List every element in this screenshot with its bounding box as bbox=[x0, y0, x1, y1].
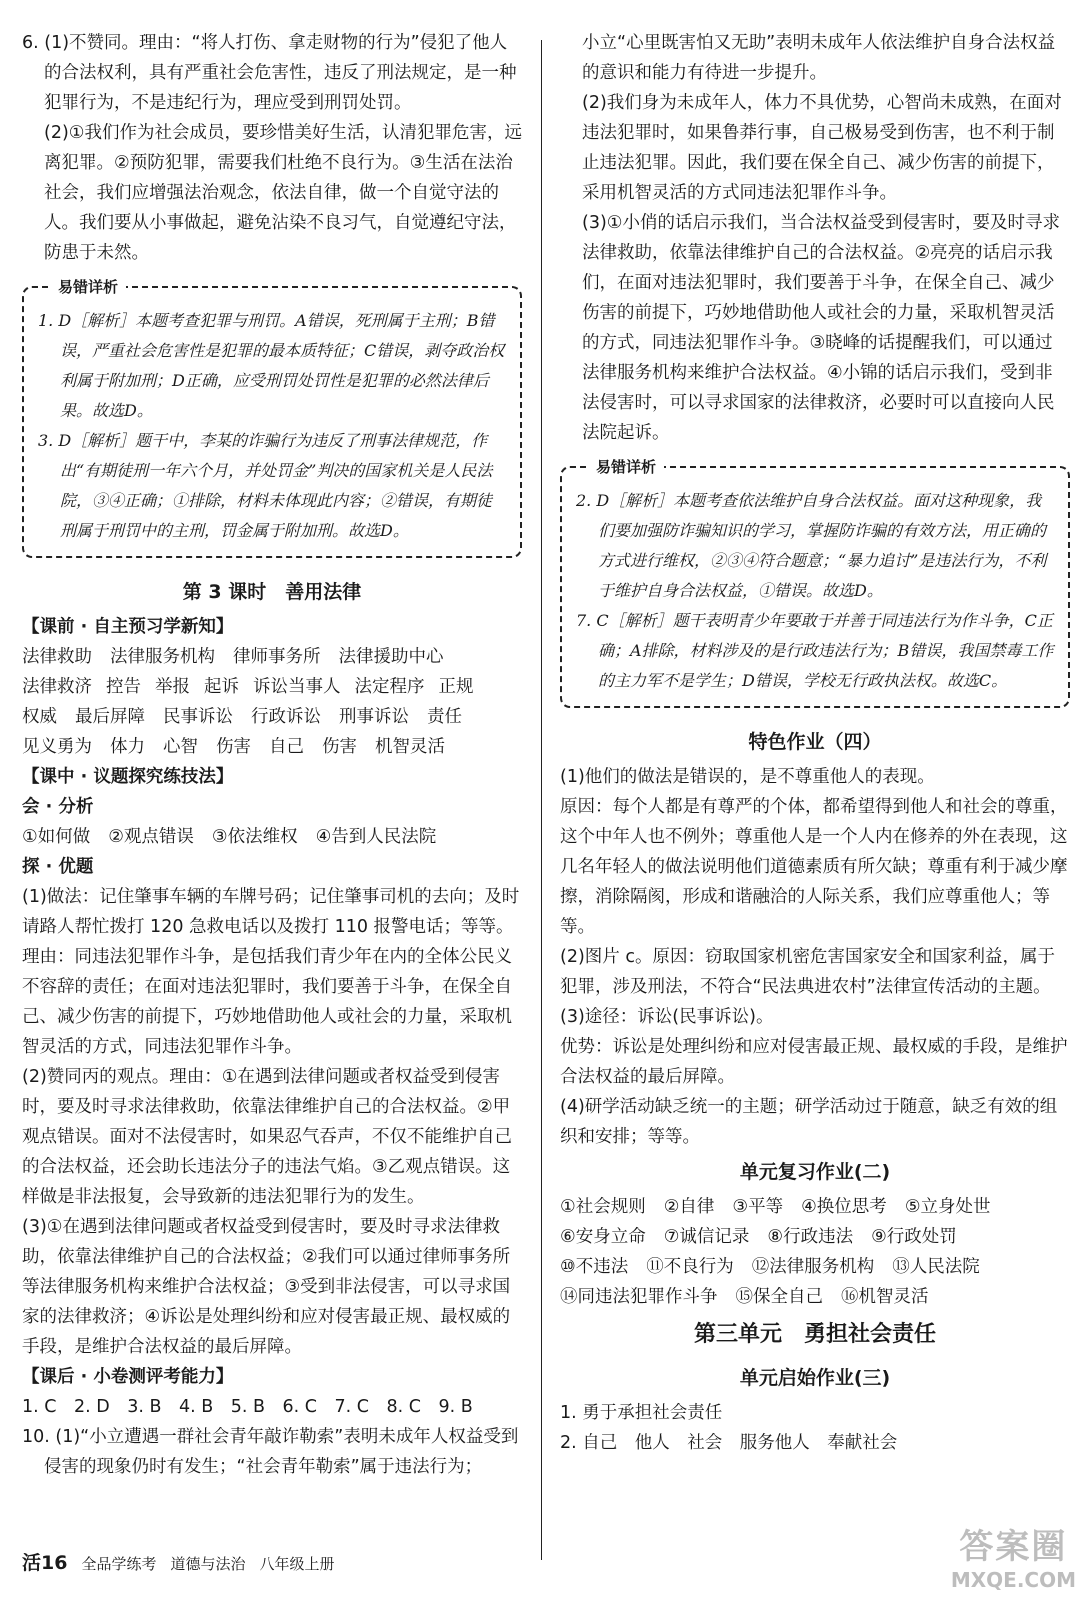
keyword: 伤害 bbox=[322, 737, 357, 757]
review-item: ⑪不良行为 bbox=[646, 1257, 734, 1277]
hui-items bbox=[22, 822, 522, 852]
review-item: ⑯机智灵活 bbox=[841, 1287, 929, 1307]
keyword: 最后屏障 bbox=[75, 707, 145, 727]
unit-start-title: 单元启始作业(三) bbox=[739, 1367, 891, 1389]
error-item: 2. D［解析］本题考查依法维护自身合法权益。面对这种现象，我们要加强防诈骗知识的学习，掌握防诈骗的有效方法，用正确的方式进行维权，②③④符合题意；“暴力追讨”是违法行为，不利于维护自身合法权益，①错误。故选D。 bbox=[576, 491, 1047, 600]
special-paragraph: (4)研学活动缺乏统一的主题；研学活动过于随意，缺乏有效的组织和安排；等等。 bbox=[560, 1097, 1058, 1147]
keyword: 法律援助中心 bbox=[338, 647, 444, 667]
keyword: 权威 bbox=[22, 707, 57, 727]
keyword: 体力 bbox=[110, 737, 145, 757]
review-item: ⑫法律服务机构 bbox=[751, 1257, 875, 1277]
special-homework-title: 特色作业（四） bbox=[748, 731, 882, 753]
review-row bbox=[560, 1222, 1070, 1252]
error-item: 7. C［解析］题干表明青少年要敢于并善于同违法行为作斗争，C正确；A排除，材料涉及的是行政违法行为；B错误，我国禁毒工作的主力军不是学生；D错误，学校无行政执法权。故选C。 bbox=[576, 611, 1054, 690]
keyword: 伤害 bbox=[216, 737, 251, 757]
tan-heading: 探 · 优题 bbox=[22, 857, 94, 877]
error-item: 3. D［解析］题干中，李某的诈骗行为违反了刑事法律规范，作出“有期徒刑一年六个月，并处罚金”判决的国家机关是人民法院，③④正确；①排除，材料未体现此内容；②错误，有期徒刑属于刑罚中的主刑，罚金属于附加刑。故选D。 bbox=[38, 431, 493, 540]
error-analysis-label: 易错详析 bbox=[50, 276, 126, 297]
watermark-url: MXQE.COM bbox=[950, 1568, 1076, 1592]
review-item: ⑥安身立命 bbox=[560, 1227, 646, 1247]
q6-part2: (2)①我们作为社会成员，要珍惜美好生活，认清犯罪危害，远离犯罪。②预防犯罪，需要我们杜绝不良行为。③生活在法治社会，我们应增强法治观念，依法自律，做一个自觉守法的人。我们要从小事做起，避免沾染不良习气，自觉遵纪守法，防患于未然。 bbox=[44, 123, 522, 263]
keyword: 法律救助 bbox=[22, 647, 92, 667]
page-number: 活16 bbox=[22, 1552, 68, 1574]
error-item: 1. D［解析］本题考查犯罪与刑罚。A错误，死刑属于主刑；B错误，严重社会危害性是犯罪的最本质特征；C错误，剥夺政治权利属于附加刑；D正确，应受刑罚处罚性是犯罪的必然法律后果。故选D。 bbox=[38, 311, 505, 420]
review-item: ⑮保全自己 bbox=[735, 1287, 823, 1307]
review-item: ①社会规则 bbox=[560, 1197, 646, 1217]
hui-item: ②观点错误 bbox=[108, 827, 194, 847]
q10-part2: (2)我们身为未成年人，体力不具优势，心智尚未成熟，在面对违法犯罪时，如果鲁莽行事，自己极易受到伤害，也不利于制止违法犯罪。因此，我们要在保全自己、减少伤害的前提下，采用机智灵活的方式同违法犯罪作斗争。 bbox=[582, 93, 1062, 203]
keyword: 责任 bbox=[427, 707, 462, 727]
error-analysis-box-1 bbox=[22, 278, 522, 558]
keyword: 机智灵活 bbox=[375, 737, 445, 757]
grade-name: 八年级上册 bbox=[259, 1555, 335, 1573]
q6-part1: 6. (1)不赞同。理由：“将人打伤、拿走财物的行为”侵犯了他人的合法权利，具有严重社会危害性，违反了刑法规定，是一种犯罪行为，不是违纪行为，理应受到刑罚处罚。 bbox=[22, 33, 517, 113]
unit-title: 第三单元 勇担社会责任 bbox=[693, 1322, 936, 1347]
keyword-row bbox=[22, 672, 522, 702]
answer-row: 1. C 2. D 3. B 4. B 5. B 6. C 7. C 8. C 9. B bbox=[22, 1397, 473, 1417]
keyword: 见义勇为 bbox=[22, 737, 92, 757]
keyword: 民事诉讼 bbox=[163, 707, 233, 727]
book-name: 全品学练考 bbox=[81, 1555, 157, 1573]
column-divider bbox=[541, 40, 542, 1560]
post-class-heading: 【课后 · 小卷测评考能力】 bbox=[22, 1367, 234, 1387]
tan-paragraph: (1)做法：记住肇事车辆的车牌号码；记住肇事司机的去向；及时请路人帮忙拨打 120 急救电话以及拨打 110 报警电话；等等。 bbox=[22, 887, 520, 937]
hui-item: ③依法维权 bbox=[211, 827, 298, 847]
error-analysis-box-2 bbox=[560, 458, 1070, 708]
start-item: 1. 勇于承担社会责任 bbox=[560, 1403, 723, 1423]
keyword: 法律服务机构 bbox=[110, 647, 215, 667]
hui-item: ④告到人民法院 bbox=[315, 827, 437, 847]
review-item: ②自律 bbox=[663, 1197, 715, 1217]
pre-class-heading: 【课前 · 自主预习学新知】 bbox=[22, 617, 234, 637]
review-row bbox=[560, 1192, 1070, 1222]
review-item: ③平等 bbox=[732, 1197, 784, 1217]
watermark bbox=[951, 1519, 1076, 1592]
keyword: 举报 bbox=[155, 677, 190, 697]
unit-review-title: 单元复习作业(二) bbox=[739, 1161, 891, 1183]
subject-name: 道德与法治 bbox=[170, 1555, 246, 1573]
review-item: ⑦诚信记录 bbox=[663, 1227, 750, 1247]
keyword: 法律救济 bbox=[22, 677, 92, 697]
q10-part1: 10. (1)“小立遭遇一群社会青年敲诈勒索”表明未成年人权益受到侵害的现象仍时有发生；“社会青年勒索”属于违法行为； bbox=[22, 1427, 519, 1477]
keyword-row bbox=[22, 732, 522, 762]
keyword: 心智 bbox=[163, 737, 198, 757]
keyword: 法定程序 bbox=[354, 677, 425, 697]
review-item: ⑬人民法院 bbox=[892, 1257, 980, 1277]
hui-item: ①如何做 bbox=[22, 827, 91, 847]
special-paragraph: (3)途径：诉讼(民事诉讼)。 bbox=[560, 1007, 774, 1027]
review-item: ⑩不违法 bbox=[560, 1257, 629, 1277]
review-item: ④换位思考 bbox=[801, 1197, 887, 1217]
review-item: ⑧行政违法 bbox=[767, 1227, 854, 1247]
keyword: 起诉 bbox=[204, 677, 239, 697]
left-column bbox=[22, 28, 522, 1482]
review-row bbox=[560, 1252, 1070, 1282]
special-paragraph: 优势：诉讼是处理纠纷和应对侵害最正规、最权威的手段，是维护合法权益的最后屏障。 bbox=[560, 1037, 1068, 1087]
special-paragraph: 原因：每个人都是有尊严的个体，都希望得到他人和社会的尊重，这个中年人也不例外；尊重他人是一个人内在修养的外在表现，这几名年轻人的做法说明他们道德素质有所欠缺；尊重有利于减少摩擦，消除隔阂，形成和谐融洽的人际关系，我们应尊重他人；等等。 bbox=[560, 797, 1068, 937]
special-paragraph: (2)图片 c。原因：窃取国家机密危害国家安全和国家利益，属于犯罪，涉及刑法，不符合“民法典进农村”法律宣传活动的主题。 bbox=[560, 947, 1055, 997]
hui-heading: 会 · 分析 bbox=[22, 797, 94, 817]
keyword: 自己 bbox=[269, 737, 304, 757]
tan-paragraph: 理由：同违法犯罪作斗争，是包括我们青少年在内的全体公民义不容辞的责任；在面对违法犯罪时，我们要善于斗争，在保全自己、减少伤害的前提下，巧妙地借助他人或社会的力量，采取机智灵活的方式，同违法犯罪作斗争。 bbox=[22, 947, 512, 1057]
tan-paragraph: (3)①在遇到法律问题或者权益受到侵害时，要及时寻求法律救助，依靠法律维护自己的合法权益；②我们可以通过律师事务所等法律服务机构来维护合法权益；③受到非法侵害，可以寻求国家的法律救济；④诉讼是处理纠纷和应对侵害最正规、最权威的手段，是维护合法权益的最后屏障。 bbox=[22, 1217, 511, 1357]
keyword: 律师事务所 bbox=[233, 647, 321, 667]
lesson-title: 第 3 课时 善用法律 bbox=[182, 581, 362, 603]
start-item: 2. 自己 他人 社会 服务他人 奉献社会 bbox=[560, 1433, 898, 1453]
keyword: 诉讼当事人 bbox=[253, 677, 341, 697]
review-item: ⑭同违法犯罪作斗争 bbox=[560, 1287, 718, 1307]
keyword-row bbox=[22, 702, 522, 732]
tan-paragraph: (2)赞同丙的观点。理由：①在遇到法律问题或者权益受到侵害时，要及时寻求法律救助，依靠法律维护自己的合法权益。②甲观点错误。面对不法侵害时，如果忍气吞声，不仅不能维护自己的合法权益，还会助长违法分子的违法气焰。③乙观点错误。这样做是非法报复，会导致新的违法犯罪行为的发生。 bbox=[22, 1067, 512, 1207]
page-footer bbox=[22, 1548, 335, 1575]
keyword: 刑事诉讼 bbox=[339, 707, 409, 727]
review-item: ⑤立身处世 bbox=[904, 1197, 991, 1217]
in-class-heading: 【课中 · 议题探究练技法】 bbox=[22, 767, 234, 787]
keyword: 控告 bbox=[106, 677, 141, 697]
keyword-row bbox=[22, 642, 522, 672]
special-paragraph: (1)他们的做法是错误的，是不尊重他人的表现。 bbox=[560, 767, 935, 787]
error-analysis-label: 易错详析 bbox=[588, 456, 664, 477]
q10-continued: 小立“心里既害怕又无助”表明未成年人依法维护自身合法权益的意识和能力有待进一步提升。 bbox=[582, 33, 1056, 83]
keyword: 正规 bbox=[438, 677, 474, 697]
right-column bbox=[560, 28, 1070, 1458]
keyword: 行政诉讼 bbox=[251, 707, 321, 727]
review-item: ⑨行政处罚 bbox=[871, 1227, 957, 1247]
review-row bbox=[560, 1282, 1070, 1312]
q10-part3: (3)①小俏的话启示我们，当合法权益受到侵害时，要及时寻求法律救助，依靠法律维护自己的合法权益。②亮亮的话启示我们，在面对违法犯罪时，我们要善于斗争，在保全自己、减少伤害的前提下，巧妙地借助他人或社会的力量，采取机智灵活的方式，同违法犯罪作斗争。③晓峰的话提醒我们，可以通过法律服务机构来维护合法权益。④小锦的话启示我们，受到非法侵害时，可以寻求国家的法律救济，必要时可以直接向人民法院起诉。 bbox=[582, 213, 1060, 443]
watermark-logo: 答案圈 bbox=[959, 1527, 1068, 1567]
